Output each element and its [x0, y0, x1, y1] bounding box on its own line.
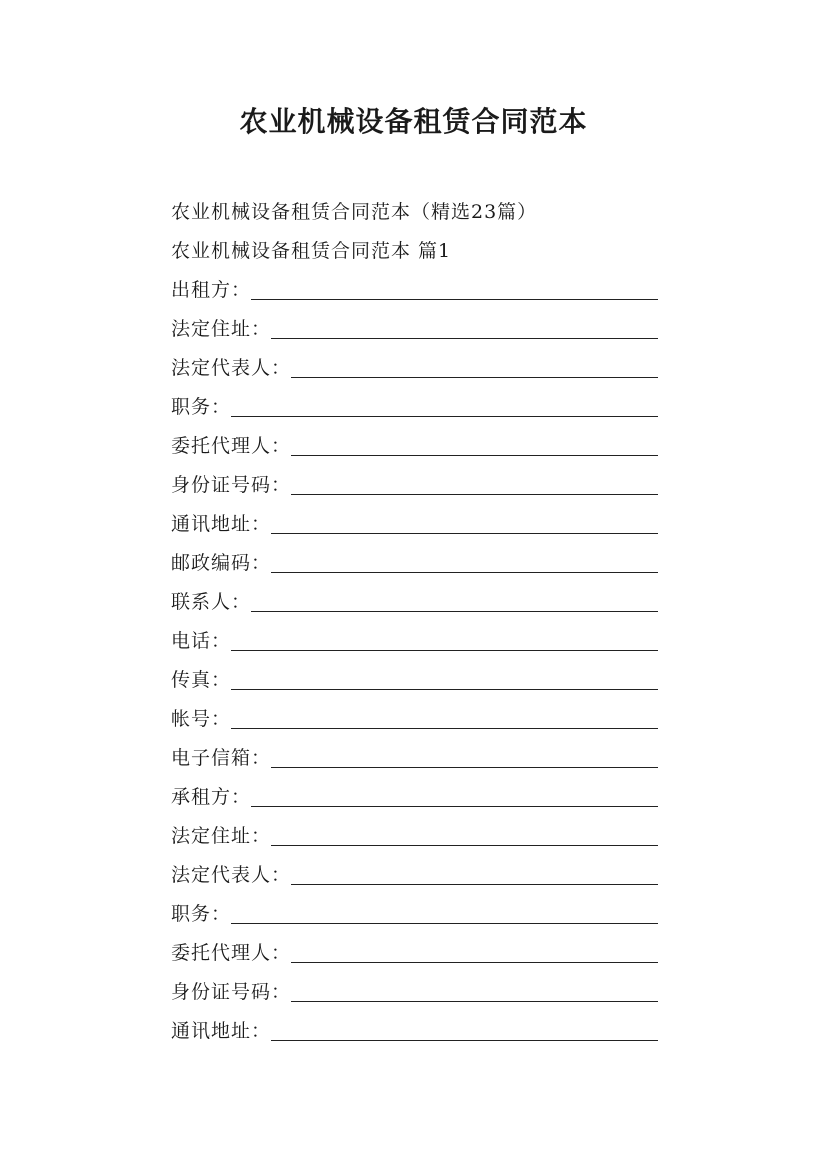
fill-in-blank[interactable] [271, 766, 658, 768]
fill-in-blank[interactable] [251, 298, 658, 300]
field-label: 通讯地址： [171, 1020, 272, 1042]
field-label: 电话： [171, 630, 232, 652]
field-label: 法定住址： [171, 825, 272, 847]
field-lessor-agent [171, 427, 658, 466]
fill-in-blank[interactable] [231, 922, 658, 924]
field-lessor-mailing-address [171, 505, 658, 544]
field-label: 出租方： [171, 279, 252, 301]
field-label: 职务： [171, 396, 232, 418]
field-lessor-postal-code [171, 544, 658, 583]
field-lessor-fax [171, 661, 658, 700]
fill-in-blank[interactable] [271, 337, 658, 339]
fill-in-blank[interactable] [251, 805, 658, 807]
field-label: 联系人： [171, 591, 252, 613]
field-lessee-address [171, 817, 658, 856]
field-label: 身份证号码： [171, 474, 292, 496]
fill-in-blank[interactable] [231, 649, 658, 651]
field-lessee-legal-representative [171, 856, 658, 895]
fill-in-blank[interactable] [231, 415, 658, 417]
field-label: 法定住址： [171, 318, 272, 340]
field-lessee-mailing-address [171, 1012, 658, 1051]
field-lessee-agent [171, 934, 658, 973]
document-subtitle: 农业机械设备租赁合同范本（精选23篇） [171, 201, 538, 223]
field-lessor-email [171, 739, 658, 778]
field-lessor-contact [171, 583, 658, 622]
fill-in-blank[interactable] [291, 493, 658, 495]
field-lessor-position [171, 388, 658, 427]
fill-in-blank[interactable] [231, 688, 658, 690]
fill-in-blank[interactable] [291, 1000, 658, 1002]
document-body [171, 193, 658, 1051]
field-label: 通讯地址： [171, 513, 272, 535]
field-label: 电子信箱： [171, 747, 272, 769]
field-lessor-account [171, 700, 658, 739]
field-label: 帐号： [171, 708, 232, 730]
field-lessee-id-number [171, 973, 658, 1012]
field-lessor-address [171, 310, 658, 349]
fill-in-blank[interactable] [231, 727, 658, 729]
fill-in-blank[interactable] [271, 844, 658, 846]
field-lessor-phone [171, 622, 658, 661]
field-label: 委托代理人： [171, 942, 292, 964]
field-lessor-legal-representative [171, 349, 658, 388]
field-lessor [171, 271, 658, 310]
field-label: 委托代理人： [171, 435, 292, 457]
field-lessee-position [171, 895, 658, 934]
document-title: 农业机械设备租赁合同范本 [239, 105, 588, 138]
field-lessor-id-number [171, 466, 658, 505]
fill-in-blank[interactable] [291, 961, 658, 963]
fill-in-blank[interactable] [291, 376, 658, 378]
field-label: 职务： [171, 903, 232, 925]
field-label: 承租方： [171, 786, 252, 808]
section-heading: 农业机械设备租赁合同范本 篇1 [171, 240, 452, 262]
fill-in-blank[interactable] [291, 454, 658, 456]
field-label: 身份证号码： [171, 981, 292, 1003]
fill-in-blank[interactable] [291, 883, 658, 885]
field-lessee [171, 778, 658, 817]
field-label: 法定代表人： [171, 864, 292, 886]
fill-in-blank[interactable] [251, 610, 658, 612]
field-label: 传真： [171, 669, 232, 691]
field-label: 邮政编码： [171, 552, 272, 574]
field-label: 法定代表人： [171, 357, 292, 379]
fill-in-blank[interactable] [271, 532, 658, 534]
fill-in-blank[interactable] [271, 1039, 658, 1041]
fill-in-blank[interactable] [271, 571, 658, 573]
